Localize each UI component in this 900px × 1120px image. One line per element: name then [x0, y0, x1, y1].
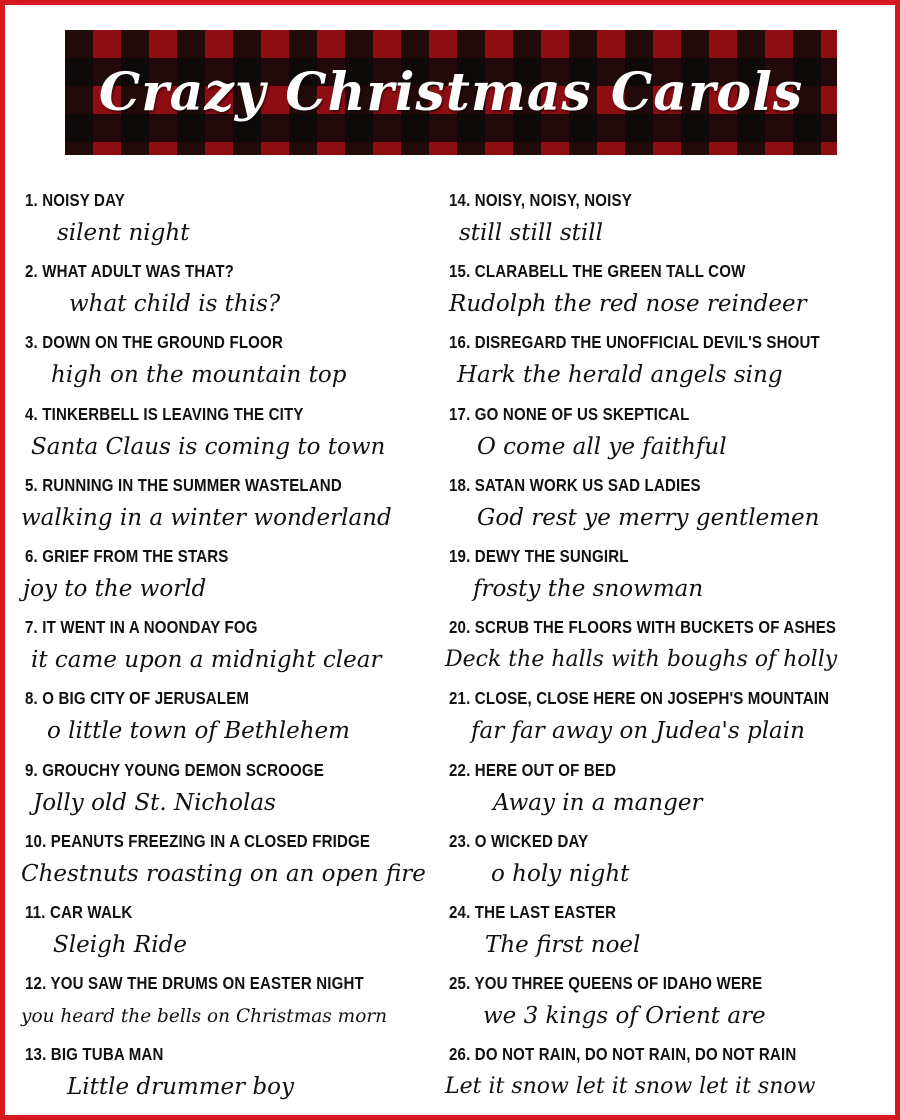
- answer-text: we 3 kings of Orient are: [483, 1003, 766, 1030]
- list-item: [21, 688, 441, 759]
- answer-text: silent night: [57, 220, 190, 246]
- list-item: [21, 617, 441, 688]
- answer-text: Let it snow let it snow let it snow: [445, 1074, 816, 1100]
- clue-text: 4. TINKERBELL IS LEAVING THE CITY: [25, 403, 304, 424]
- clue-text: 12. YOU SAW THE DRUMS ON EASTER NIGHT: [25, 973, 364, 994]
- clue-text: 13. BIG TUBA MAN: [25, 1044, 164, 1065]
- answer-text: Sleigh Ride: [53, 931, 187, 958]
- list-item: [21, 1044, 441, 1115]
- clue-text: 8. O BIG CITY OF JERUSALEM: [25, 688, 250, 709]
- answer-text: Rudolph the red nose reindeer: [449, 291, 807, 318]
- list-item: [445, 190, 897, 261]
- clue-text: 2. WHAT ADULT WAS THAT?: [25, 261, 235, 282]
- list-item: [21, 973, 441, 1044]
- answer-text: o holy night: [491, 860, 630, 887]
- list-item: [445, 332, 897, 403]
- answer-text: frosty the snowman: [473, 575, 704, 602]
- clue-text: 19. DEWY THE SUNGIRL: [449, 545, 629, 566]
- clue-text: 14. NOISY, NOISY, NOISY: [449, 190, 632, 210]
- answer-text: Deck the halls with boughs of holly: [445, 647, 838, 673]
- clue-text: 24. THE LAST EASTER: [449, 901, 617, 922]
- answer-text: high on the mountain top: [51, 362, 347, 389]
- list-item: [445, 546, 897, 617]
- answer-text: joy to the world: [23, 575, 207, 602]
- clue-text: 26. DO NOT RAIN, DO NOT RAIN, DO NOT RAIN: [449, 1044, 797, 1065]
- list-item: [445, 902, 897, 973]
- list-item: [21, 902, 441, 973]
- answer-text: far far away on Judea's plain: [471, 718, 805, 745]
- answer-text: Little drummer boy: [67, 1074, 295, 1101]
- clue-text: 25. YOU THREE QUEENS OF IDAHO WERE: [449, 973, 763, 994]
- list-item: [21, 190, 441, 261]
- list-item: [445, 617, 897, 688]
- list-item: [21, 546, 441, 617]
- list-item: [445, 973, 897, 1044]
- answer-text: o little town of Bethlehem: [47, 718, 350, 745]
- answer-text: still still still: [459, 220, 603, 246]
- answer-text: walking in a winter wonderland: [21, 504, 392, 531]
- clue-text: 17. GO NONE OF US SKEPTICAL: [449, 403, 690, 424]
- answer-text: The first noel: [485, 931, 641, 958]
- list-item: [21, 332, 441, 403]
- list-item: [445, 1044, 897, 1115]
- list-item: [445, 831, 897, 902]
- clue-text: 22. HERE OUT OF BED: [449, 759, 617, 780]
- plaid-title-banner: [65, 30, 837, 155]
- answer-text: Santa Claus is coming to town: [31, 433, 386, 460]
- clue-text: 20. SCRUB THE FLOORS WITH BUCKETS OF ASHES: [449, 617, 837, 638]
- clue-text: 3. DOWN ON THE GROUND FLOOR: [25, 332, 283, 353]
- list-item: [445, 688, 897, 759]
- answer-text: Jolly old St. Nicholas: [33, 789, 276, 816]
- list-item: [21, 760, 441, 831]
- answer-text: Away in a manger: [493, 789, 703, 816]
- answer-text: Hark the herald angels sing: [457, 362, 783, 389]
- clue-text: 16. DISREGARD THE UNOFFICIAL DEVIL'S SHOUT: [449, 332, 820, 353]
- list-item: [21, 404, 441, 475]
- answer-text: it came upon a midnight clear: [31, 647, 382, 674]
- answer-text: you heard the bells on Christmas morn: [21, 1006, 388, 1028]
- clue-text: 5. RUNNING IN THE SUMMER WASTELAND: [25, 474, 342, 495]
- clue-text: 6. GRIEF FROM THE STARS: [25, 545, 229, 566]
- list-item: [21, 475, 441, 546]
- list-item: [21, 831, 441, 902]
- clue-text: 9. GROUCHY YOUNG DEMON SCROOGE: [25, 759, 324, 780]
- list-item: [445, 404, 897, 475]
- list-item: [445, 760, 897, 831]
- clue-text: 21. CLOSE, CLOSE HERE ON JOSEPH'S MOUNTAIN: [449, 688, 830, 709]
- left-column: [21, 190, 441, 1115]
- list-item: [445, 261, 897, 332]
- list-item: [21, 261, 441, 332]
- answer-text: O come all ye faithful: [477, 433, 727, 460]
- clue-text: 18. SATAN WORK US SAD LADIES: [449, 474, 701, 495]
- list-item: [445, 475, 897, 546]
- clue-text: 11. CAR WALK: [25, 901, 133, 922]
- right-column: [445, 190, 897, 1115]
- answer-text: God rest ye merry gentlemen: [477, 504, 820, 531]
- clue-text: 15. CLARABELL THE GREEN TALL COW: [449, 261, 746, 282]
- clue-text: 10. PEANUTS FREEZING IN A CLOSED FRIDGE: [25, 830, 371, 851]
- answer-text: Chestnuts roasting on an open fire: [21, 860, 426, 887]
- clue-text: 23. O WICKED DAY: [449, 830, 589, 851]
- clue-text: 7. IT WENT IN A NOONDAY FOG: [25, 617, 258, 638]
- clue-text: 1. NOISY DAY: [25, 190, 125, 210]
- answer-text: what child is this?: [69, 291, 281, 318]
- page-title: Crazy Christmas Carols: [98, 62, 804, 123]
